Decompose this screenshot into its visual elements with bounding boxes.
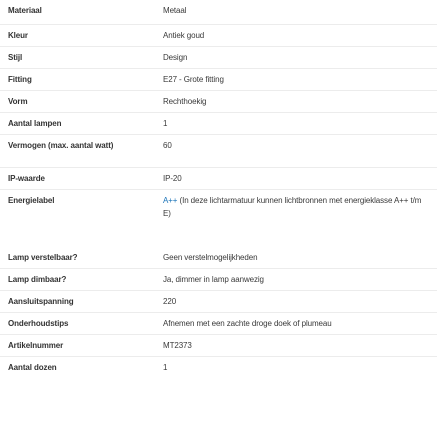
spec-row-vorm — [0, 90, 437, 113]
spec-value: 60 — [163, 141, 172, 150]
spec-label: Aansluitspanning — [8, 297, 74, 306]
spec-row-aantal-lampen — [0, 112, 437, 135]
spec-value: Geen verstelmogelijkheden — [163, 253, 258, 262]
spec-row-fitting — [0, 68, 437, 91]
spec-row-materiaal — [0, 0, 437, 25]
spec-label: Materiaal — [8, 6, 42, 15]
spec-row-kleur — [0, 24, 437, 47]
spec-row-onderhoudstips — [0, 312, 437, 335]
spec-label: Energielabel — [8, 196, 55, 205]
spec-value — [163, 194, 428, 220]
spec-value: IP-20 — [163, 174, 182, 183]
spec-label: Stijl — [8, 53, 23, 62]
spec-value: Rechthoekig — [163, 97, 207, 106]
spec-value: Ja, dimmer in lamp aanwezig — [163, 275, 264, 284]
spec-label: Vermogen (max. aantal watt) — [8, 141, 114, 150]
spec-row-aantal-dozen — [0, 356, 437, 378]
energy-class-highlight: A++ — [163, 196, 178, 205]
spec-value: Antiek goud — [163, 31, 205, 40]
spec-label: IP-waarde — [8, 174, 45, 183]
spec-value: MT2373 — [163, 341, 192, 350]
spec-value: Design — [163, 53, 188, 62]
spec-value: 1 — [163, 119, 168, 128]
spec-row-stijl — [0, 46, 437, 69]
spec-label: Aantal dozen — [8, 363, 57, 372]
spec-label: Artikelnummer — [8, 341, 64, 350]
spec-row-lamp-dimbaar — [0, 268, 437, 291]
spec-label: Kleur — [8, 31, 28, 40]
spec-label: Lamp dimbaar? — [8, 275, 67, 284]
spec-label: Aantal lampen — [8, 119, 62, 128]
spec-label: Onderhoudstips — [8, 319, 69, 328]
spec-label: Lamp verstelbaar? — [8, 253, 78, 262]
spec-label: Fitting — [8, 75, 32, 84]
spec-label: Vorm — [8, 97, 28, 106]
spec-value: E27 - Grote fitting — [163, 75, 224, 84]
spec-value: Afnemen met een zachte droge doek of plumeau — [163, 319, 332, 328]
spec-value: Metaal — [163, 6, 187, 15]
spec-row-artikelnummer — [0, 334, 437, 357]
spec-row-energielabel — [0, 189, 437, 229]
spec-row-vermogen — [0, 134, 437, 168]
spec-value: 220 — [163, 297, 177, 306]
spec-row-lamp-verstelbaar — [0, 247, 437, 269]
spec-row-aansluitspanning — [0, 290, 437, 313]
spec-value: 1 — [163, 363, 168, 372]
spec-row-ip-waarde — [0, 167, 437, 190]
energy-class-description: (In deze lichtarmatuur kunnen lichtbronnen met energieklasse A++ t/m E) — [163, 196, 422, 218]
